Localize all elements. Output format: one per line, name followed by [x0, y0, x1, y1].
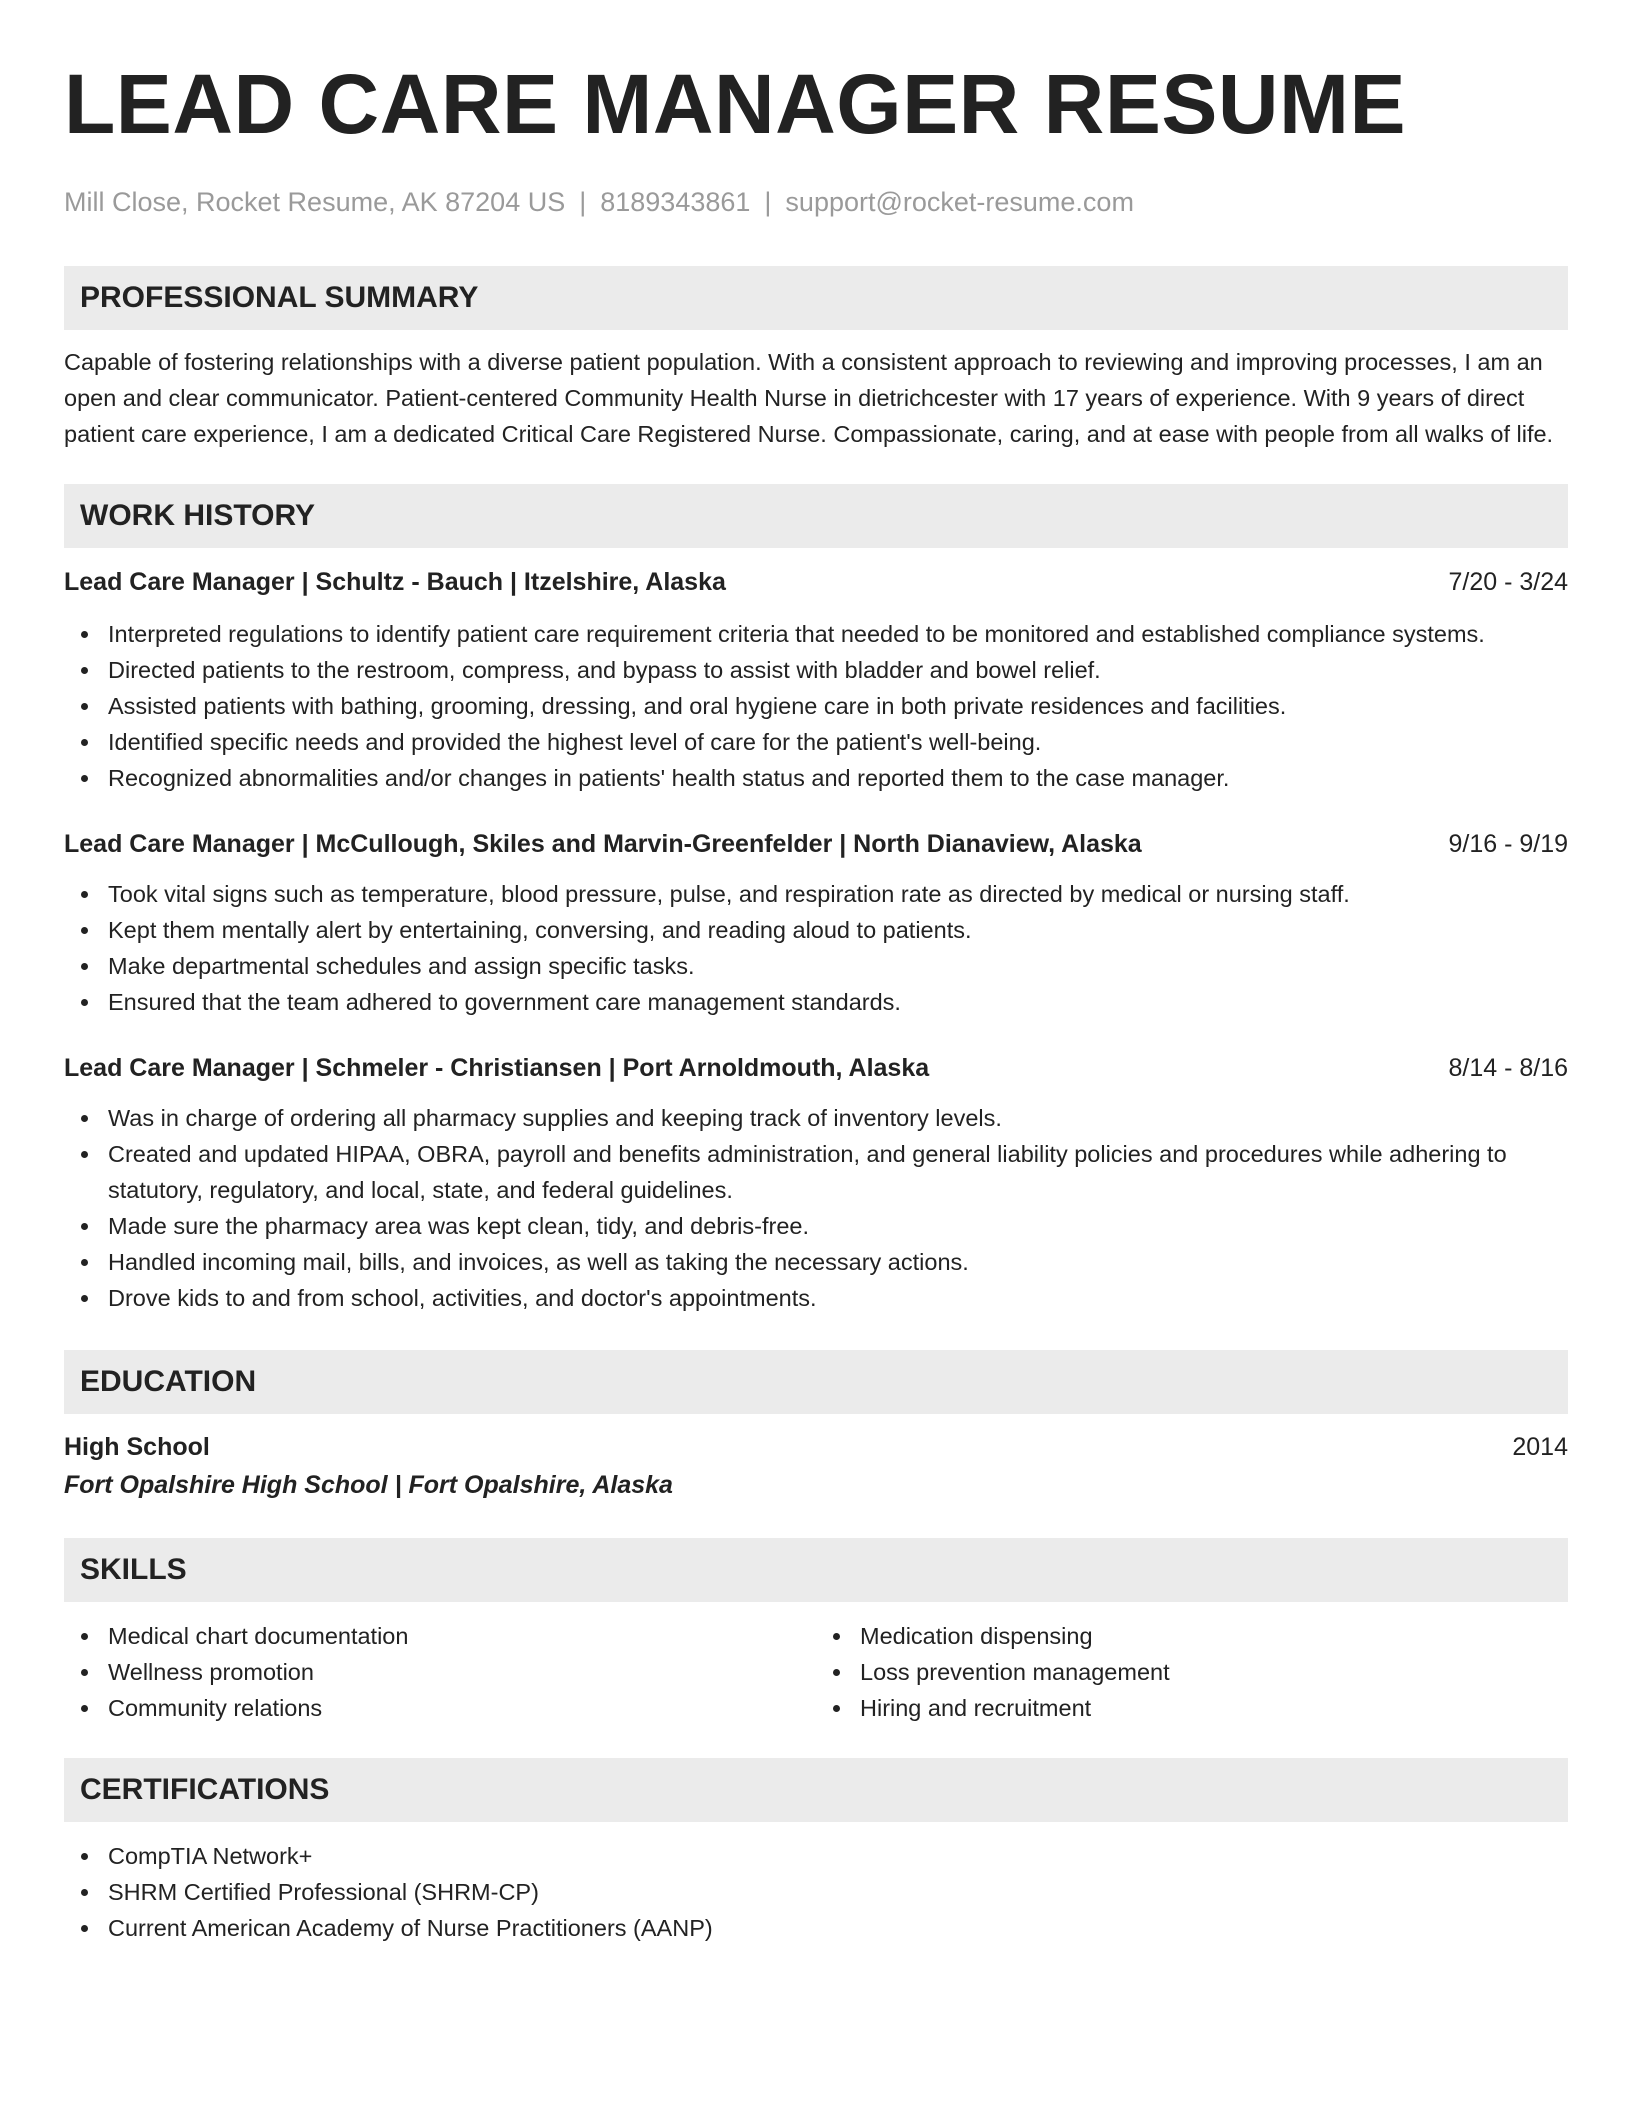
list-item: Recognized abnormalities and/or changes in patients' health status and reported them to the case manager. [108, 760, 1568, 796]
list-item: Assisted patients with bathing, grooming, dressing, and oral hygiene care in both private residences and facilities. [108, 688, 1568, 724]
job-title: Lead Care Manager | Schultz - Bauch | Itzelshire, Alaska [64, 568, 726, 596]
list-item: Took vital signs such as temperature, blood pressure, pulse, and respiration rate as directed by medical or nursing staff. [108, 876, 1568, 912]
list-item: Hiring and recruitment [860, 1690, 1568, 1726]
education-degree: High School [64, 1433, 210, 1461]
job-bullets [64, 1100, 1568, 1316]
list-item: Kept them mentally alert by entertaining, conversing, and reading aloud to patients. [108, 912, 1568, 948]
contact-phone: 8189343861 [600, 187, 751, 217]
contact-separator: | [579, 187, 587, 217]
work-history-heading: WORK HISTORY [64, 484, 1568, 548]
list-item: Ensured that the team adhered to government care management standards. [108, 984, 1568, 1020]
job-dates: 7/20 - 3/24 [1448, 568, 1568, 596]
education-heading: EDUCATION [64, 1350, 1568, 1414]
job-bullets [64, 616, 1568, 796]
contact-separator: | [764, 187, 772, 217]
list-item: Identified specific needs and provided the highest level of care for the patient's well-being. [108, 724, 1568, 760]
job-entry [64, 1050, 1568, 1316]
certifications-list [64, 1838, 1568, 1946]
education-school: Fort Opalshire High School | Fort Opalshire, Alaska [64, 1471, 673, 1499]
skills-column-left [64, 1618, 816, 1726]
job-header [64, 1050, 1568, 1086]
list-item: Community relations [108, 1690, 816, 1726]
job-bullets [64, 876, 1568, 1020]
list-item: Directed patients to the restroom, compress, and bypass to assist with bladder and bowel relief. [108, 652, 1568, 688]
education-line [64, 1428, 1568, 1466]
contact-address: Mill Close, Rocket Resume, AK 87204 US [64, 187, 566, 217]
job-header [64, 564, 1568, 600]
list-item: Created and updated HIPAA, OBRA, payroll and benefits administration, and general liability policies and procedures while adhering to statutory, regulatory, and local, state, and federal guidelines. [108, 1136, 1568, 1208]
summary-text: Capable of fostering relationships with a diverse patient population. With a consistent approach to reviewing and improving processes, I am an open and clear communicator. Patient-centered Community Health Nurse in dietrichcester with 17 years of experience. With 9 years of direct patient care experience, I am a dedicated Critical Care Registered Nurse. Compassionate, caring, and at ease with people from all walks of life. [64, 349, 1554, 447]
skills-heading: SKILLS [64, 1538, 1568, 1602]
education-year: 2014 [1512, 1433, 1568, 1461]
certifications-heading: CERTIFICATIONS [64, 1758, 1568, 1822]
list-item: Loss prevention management [860, 1654, 1568, 1690]
list-item: Make departmental schedules and assign specific tasks. [108, 948, 1568, 984]
skills-column-right [816, 1618, 1568, 1726]
list-item: Interpreted regulations to identify patient care requirement criteria that needed to be monitored and established compliance systems. [108, 616, 1568, 652]
list-item: SHRM Certified Professional (SHRM-CP) [108, 1874, 1568, 1910]
list-item: Medication dispensing [860, 1618, 1568, 1654]
list-item: Current American Academy of Nurse Practitioners (AANP) [108, 1910, 1568, 1946]
education-entry [64, 1428, 1568, 1504]
job-title: Lead Care Manager | Schmeler - Christiansen | Port Arnoldmouth, Alaska [64, 1054, 930, 1082]
list-item: Drove kids to and from school, activities, and doctor's appointments. [108, 1280, 1568, 1316]
list-item: Wellness promotion [108, 1654, 816, 1690]
list-item: Medical chart documentation [108, 1618, 816, 1654]
contact-line [64, 184, 1568, 220]
skills-grid [64, 1618, 1568, 1726]
list-item: CompTIA Network+ [108, 1838, 1568, 1874]
list-item: Handled incoming mail, bills, and invoices, as well as taking the necessary actions. [108, 1244, 1568, 1280]
job-dates: 8/14 - 8/16 [1448, 1054, 1568, 1082]
contact-email: support@rocket-resume.com [785, 187, 1134, 217]
resume-title: LEAD CARE MANAGER RESUME [64, 57, 1407, 151]
summary-heading: PROFESSIONAL SUMMARY [64, 266, 1568, 330]
job-dates: 9/16 - 9/19 [1448, 830, 1568, 858]
job-header [64, 826, 1568, 862]
job-entry [64, 564, 1568, 796]
job-title: Lead Care Manager | McCullough, Skiles and Marvin-Greenfelder | North Dianaview, Alaska [64, 830, 1142, 858]
list-item: Made sure the pharmacy area was kept clean, tidy, and debris-free. [108, 1208, 1568, 1244]
job-entry [64, 826, 1568, 1020]
list-item: Was in charge of ordering all pharmacy supplies and keeping track of inventory levels. [108, 1100, 1568, 1136]
